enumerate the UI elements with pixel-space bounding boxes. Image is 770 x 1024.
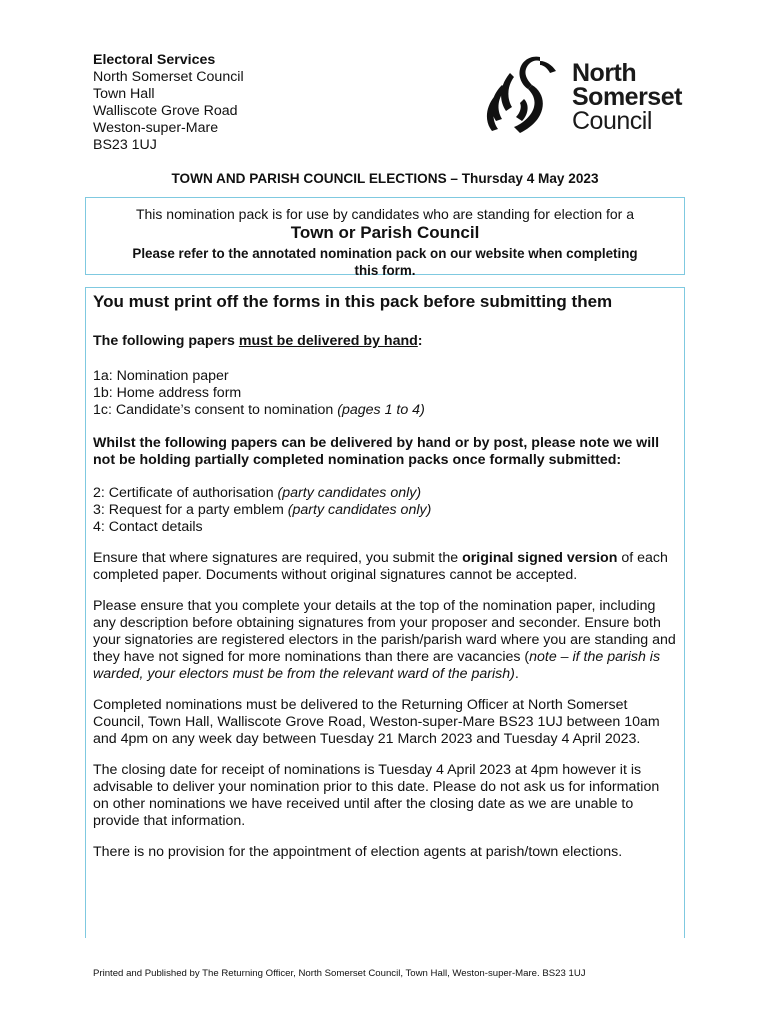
logo-wordmark: [572, 61, 682, 133]
hand-intro-colon: :: [417, 333, 423, 349]
signatures-text: Ensure that where signatures are required, you submit the: [93, 550, 463, 566]
delivery-paragraph: Completed nominations must be delivered to the Returning Officer at North Somerset Council, Town Hall, Walliscote Grove Road, Weston-super-Mare BS23 1UJ between 10am and 4pm on any week day between Tuesday 21 March 2023 and Tuesday 4 April 2023.: [93, 697, 660, 747]
list-item-text: 1a: Nomination paper: [93, 368, 229, 384]
hand-delivery-intro: [93, 333, 678, 350]
address-line: Walliscote Grove Road: [93, 103, 238, 119]
footer-imprint: Printed and Published by The Returning Officer, North Somerset Council, Town Hall, Weston-super-Mare. BS23 1UJ: [93, 968, 586, 979]
closing-paragraph: The closing date for receipt of nominations is Tuesday 4 April 2023 at 4pm however it is advisable to deliver your nomination prior to this date. Please do not ask us for information on other nominations we have received until after the closing date as we are unable to provide that information.: [93, 762, 660, 829]
agents-paragraph: There is no provision for the appointment of election agents at parish/town elections.: [93, 844, 623, 860]
sender-address: [93, 52, 244, 154]
details-end: .: [514, 666, 519, 682]
address-line: BS23 1UJ: [93, 137, 157, 153]
page-heading: TOWN AND PARISH COUNCIL ELECTIONS – Thursday 4 May 2023: [171, 171, 599, 186]
hand-intro-underlined: must be delivered by hand: [238, 333, 418, 349]
list-item: [93, 402, 678, 419]
instructions-content: [93, 291, 678, 861]
hand-delivery-list: [93, 368, 678, 419]
heron-logo-icon: [484, 55, 570, 141]
list-item-text: 4: Contact details: [93, 519, 203, 535]
post-delivery-intro: Whilst the following papers can be delivered by hand or by post, please note we will not be holding partially completed nomination packs once formally submitted:: [93, 435, 660, 468]
notice-intro: This nomination pack is for use by candidates who are standing for election for a: [135, 206, 635, 222]
list-item: [93, 519, 678, 536]
address-line: Town Hall: [93, 86, 155, 102]
council-logo: [484, 55, 714, 141]
signatures-emphasis: original signed version: [462, 550, 618, 566]
notice-box: [85, 197, 685, 278]
logo-text-council: Council: [572, 107, 652, 135]
details-note: note – if the parish is warded, your electors must be from the relevant ward of the parish): [93, 649, 661, 682]
list-item-text: 2: Certificate of authorisation: [93, 485, 278, 501]
details-paragraph: [93, 598, 678, 683]
address-department: Electoral Services: [93, 52, 216, 68]
list-item-text: 1b: Home address form: [93, 385, 242, 401]
notice-reference: Please refer to the annotated nomination pack on our website when completing this form.: [132, 246, 638, 278]
address-line: North Somerset Council: [93, 69, 244, 85]
list-item: [93, 485, 678, 502]
logo-text-north: North: [572, 59, 637, 87]
list-item: [93, 368, 678, 385]
details-text: Please ensure that you complete your details at the top of the nomination paper, including any description before obtaining signatures from your proposer and seconder. Ensure both your signatories are registered electors in the parish/parish ward where you are standing and they have not signed for more nominations than there are vacancies (: [93, 598, 676, 665]
list-item-note: (party candidates only): [277, 485, 422, 501]
list-item-text: 3: Request for a party emblem: [93, 502, 288, 518]
notice-title: Town or Parish Council: [290, 223, 480, 242]
list-item-note: (party candidates only): [287, 502, 432, 518]
post-delivery-list: [93, 485, 678, 536]
signatures-paragraph: [93, 550, 678, 584]
list-item-text: 1c: Candidate’s consent to nomination: [93, 402, 338, 418]
logo-text-somerset: Somerset: [572, 83, 682, 111]
list-item: [93, 385, 678, 402]
list-item-note: (pages 1 to 4): [337, 402, 425, 418]
hand-intro-text: The following papers: [93, 333, 239, 349]
instructions-title: You must print off the forms in this pack before submitting them: [93, 292, 613, 311]
list-item: [93, 502, 678, 519]
address-line: Weston-super-Mare: [93, 120, 219, 136]
signatures-text-end: of each completed paper. Documents without original signatures cannot be accepted.: [93, 550, 668, 583]
